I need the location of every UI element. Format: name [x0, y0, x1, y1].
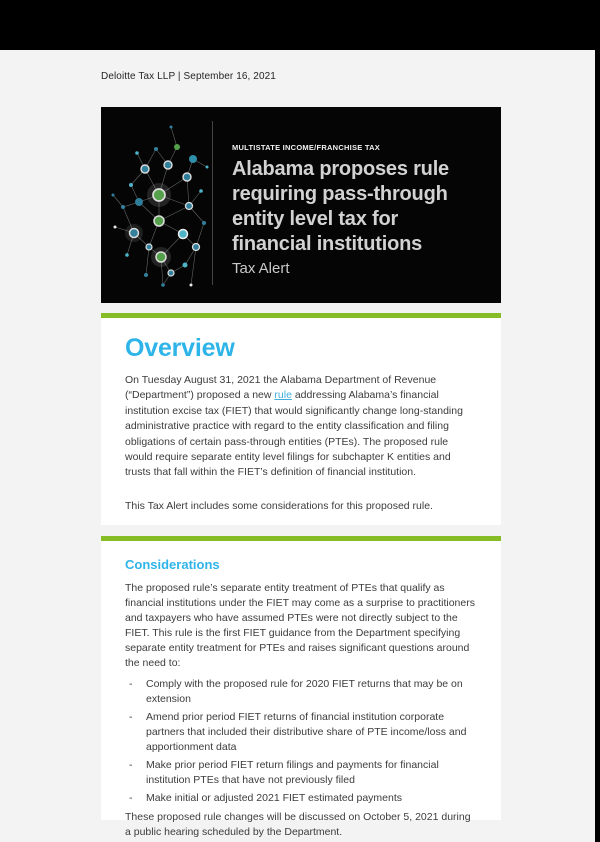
- header-banner: [101, 107, 501, 303]
- overview-paragraph-rest: addressing Alabama’s financial institution excise tax (FIET) that would significantly change long-standing administrative practice with regard to the entity classification and filing obligations of certain pass-through entities (PTEs). The proposed rule would require separate entity level filings for subchapter K entities and trusts that fall within the FIET’s definition of financial institution.: [125, 389, 463, 479]
- overview-paragraph: [125, 373, 477, 481]
- considerations-list: [125, 677, 477, 806]
- list-item: - Make initial or adjusted 2021 FIET estimated payments: [125, 791, 477, 806]
- banner-eyebrow: MULTISTATE INCOME/FRANCHISE TAX: [232, 143, 381, 152]
- considerations-outro: These proposed rule changes will be discussed on October 5, 2021 during a public hearing scheduled by the Department.: [125, 811, 471, 838]
- overview-heading: Overview: [125, 334, 235, 362]
- banner-subtitle: Tax Alert: [232, 260, 290, 277]
- overview-paragraph-lead: On Tuesday August 31, 2021 the Alabama Department of Revenue (“Department”) proposed a new: [125, 374, 437, 402]
- network-graphic: [101, 107, 212, 303]
- banner-title: Alabama proposes rule requiring pass-through entity level tax for financial institutions: [232, 158, 449, 255]
- right-black-border: [595, 0, 600, 842]
- list-item: - Comply with the proposed rule for 2020 FIET returns that may be on extension: [125, 677, 477, 707]
- considerations-heading: Considerations: [125, 557, 220, 572]
- list-item: - Amend prior period FIET returns of financial institution corporate partners that included their distributive share of PTE income/loss and apportionment data: [125, 710, 477, 755]
- network-graphic-svg: [101, 107, 212, 303]
- list-item: - Make prior period FIET return filings and payments for financial institution PTEs that have not previously filed: [125, 758, 477, 788]
- considerations-intro: The proposed rule’s separate entity treatment of PTEs that qualify as financial institutions under the FIET may come as a surprise to practitioners and taxpayers who have assumed PTEs were not directly subject to the FIET. This rule is the first FIET guidance from the Department specifying separate entity treatment for PTEs and raises significant questions around the need to:: [125, 582, 475, 669]
- top-black-bar: [0, 0, 600, 50]
- overview-note: This Tax Alert includes some considerations for this proposed rule.: [125, 499, 433, 512]
- banner-text-block: [213, 107, 496, 303]
- overview-section: [101, 318, 501, 525]
- masthead-dateline: Deloitte Tax LLP | September 16, 2021: [101, 71, 276, 82]
- rule-link[interactable]: rule: [274, 389, 292, 402]
- considerations-section: [101, 541, 501, 838]
